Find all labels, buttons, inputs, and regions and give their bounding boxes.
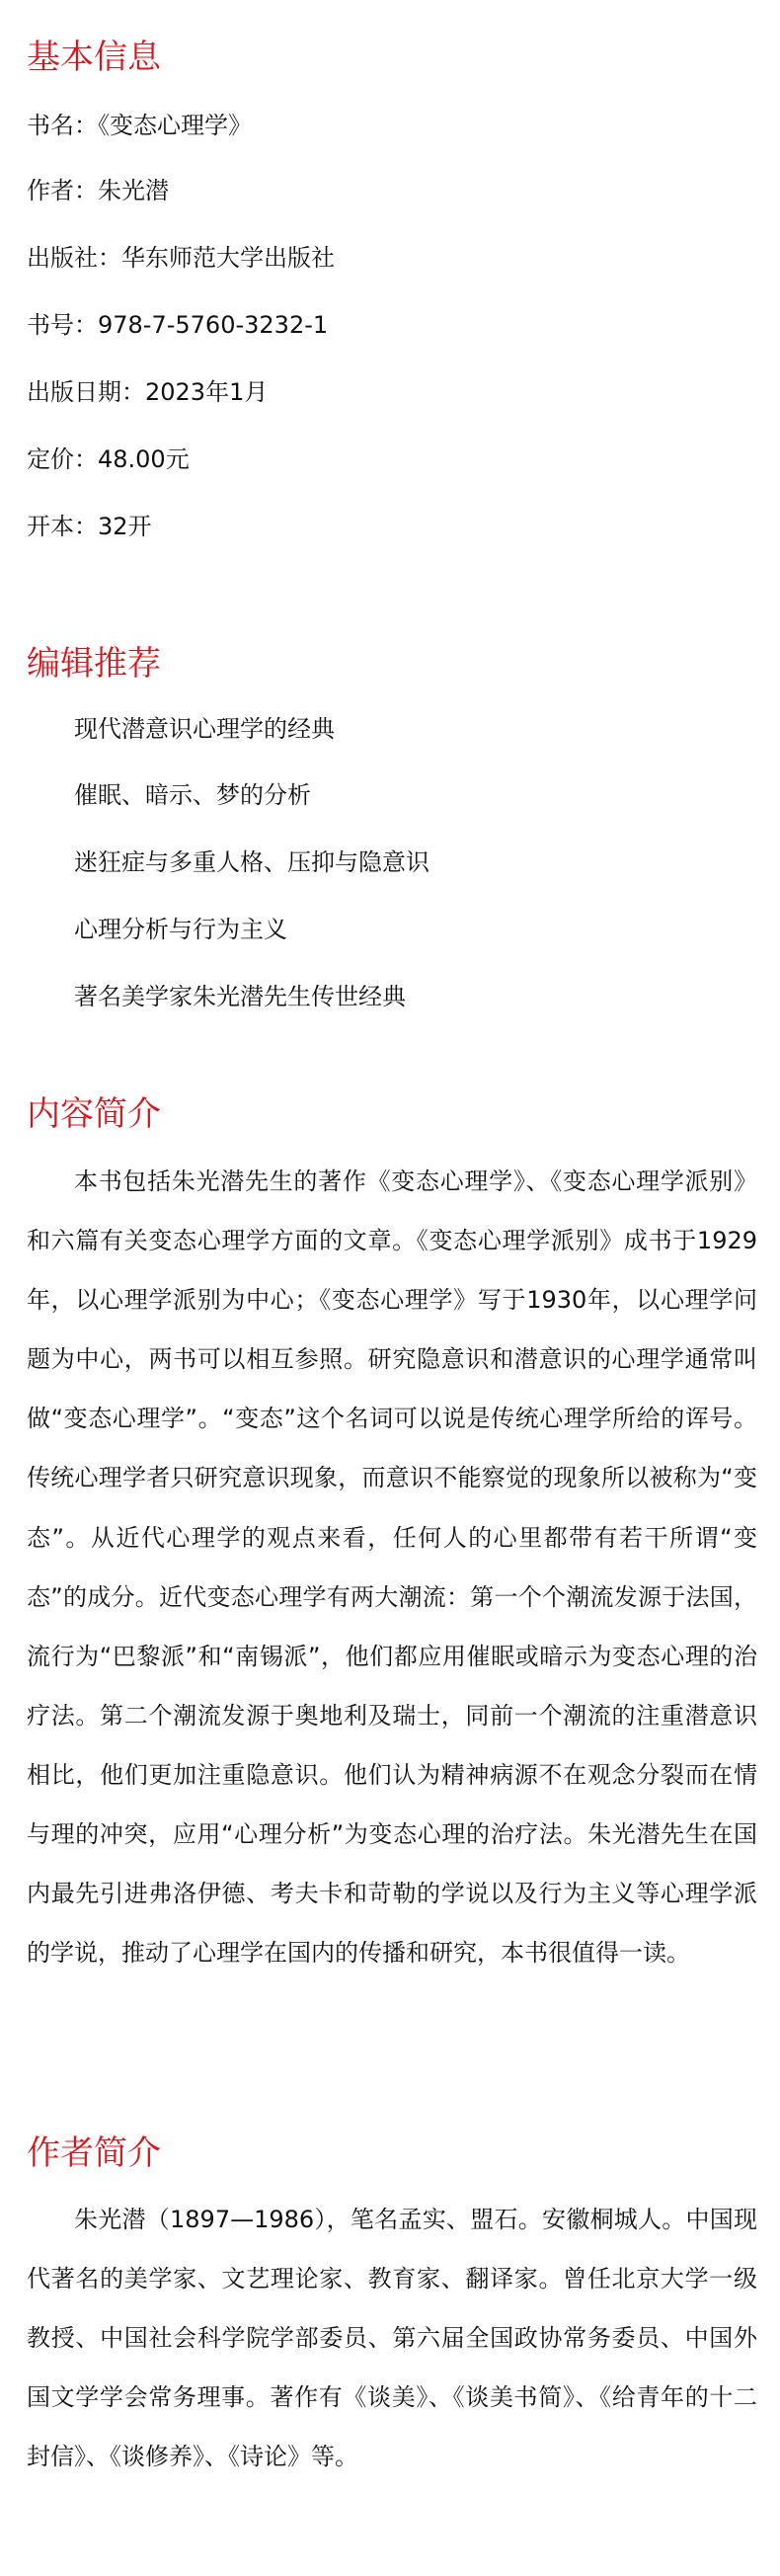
author-line: 作者：朱光潜: [27, 177, 169, 204]
format-line: 开本：32开: [27, 513, 152, 540]
recommend-item: 现代潜意识心理学的经典: [74, 715, 335, 743]
book-title-line: 书名：《变态心理学》: [27, 112, 252, 139]
author-intro-heading: 作者简介: [27, 2133, 161, 2173]
editor-recommend-heading: 编辑推荐: [27, 644, 161, 684]
recommend-item: 催眠、暗示、梦的分析: [74, 781, 311, 809]
basic-info-heading: 基本信息: [27, 38, 161, 77]
recommend-item: 迷狂症与多重人格、压抑与隐意识: [74, 848, 429, 876]
publisher-line: 出版社：华东师范大学出版社: [27, 244, 335, 272]
author-intro-paragraph: 朱光潜（1897—1986），笔名孟实、盟石。安徽桐城人。中国现代著名的美学家、文艺理论家、教育家、翻译家。曾任北京大学一级教授、中国社会科学院学部委员、第六届全国政协常务委员、中国外国文学学会常务理事。著作有《谈美》、《谈美书简》、《给青年的十二封信》、《谈修养》、《诗论》等。: [27, 2206, 757, 2471]
summary-paragraph: 本书包括朱光潜先生的著作《变态心理学》、《变态心理学派别》和六篇有关变态心理学方面的文章。《变态心理学派别》成书于1929年，以心理学派别为中心；《变态心理学》写于1930年，以心理学问题为中心，两书可以相互参照。研究隐意识和潜意识的心理学通常叫做“变态心理学”。“变态”这个名词可以说是传统心理学所给的诨号。传统心理学者只研究意识现象，而意识不能察觉的现象所以被称为“变态”。从近代心理学的观点来看，任何人的心里都带有若干所谓“变态”的成分。近代变态心理学有两大潮流：第一个个潮流发源于法国，流行为“巴黎派”和“南锡派”，他们都应用催眠或暗示为变态心理的治疗法。第二个潮流发源于奥地利及瑞士，同前一个潮流的注重潜意识相比，他们更加注重隐意识。他们认为精神病源不在观念分裂而在情与理的冲突，应用“心理分析”为变态心理的治疗法。朱光潜先生在国内最先引进弗洛伊德、考夫卡和苛勒的学说以及行为主义等心理学派的学说，推动了心理学在国内的传播和研究，本书很值得一读。: [27, 1167, 757, 1968]
recommend-item: 著名美学家朱光潜先生传世经典: [74, 983, 406, 1010]
recommend-item: 心理分析与行为主义: [74, 916, 287, 943]
isbn-line: 书号：978-7-5760-3232-1: [27, 311, 329, 339]
price-line: 定价：48.00元: [27, 445, 190, 473]
summary-heading: 内容简介: [27, 1094, 161, 1134]
publish-date-line: 出版日期：2023年1月: [27, 378, 269, 406]
